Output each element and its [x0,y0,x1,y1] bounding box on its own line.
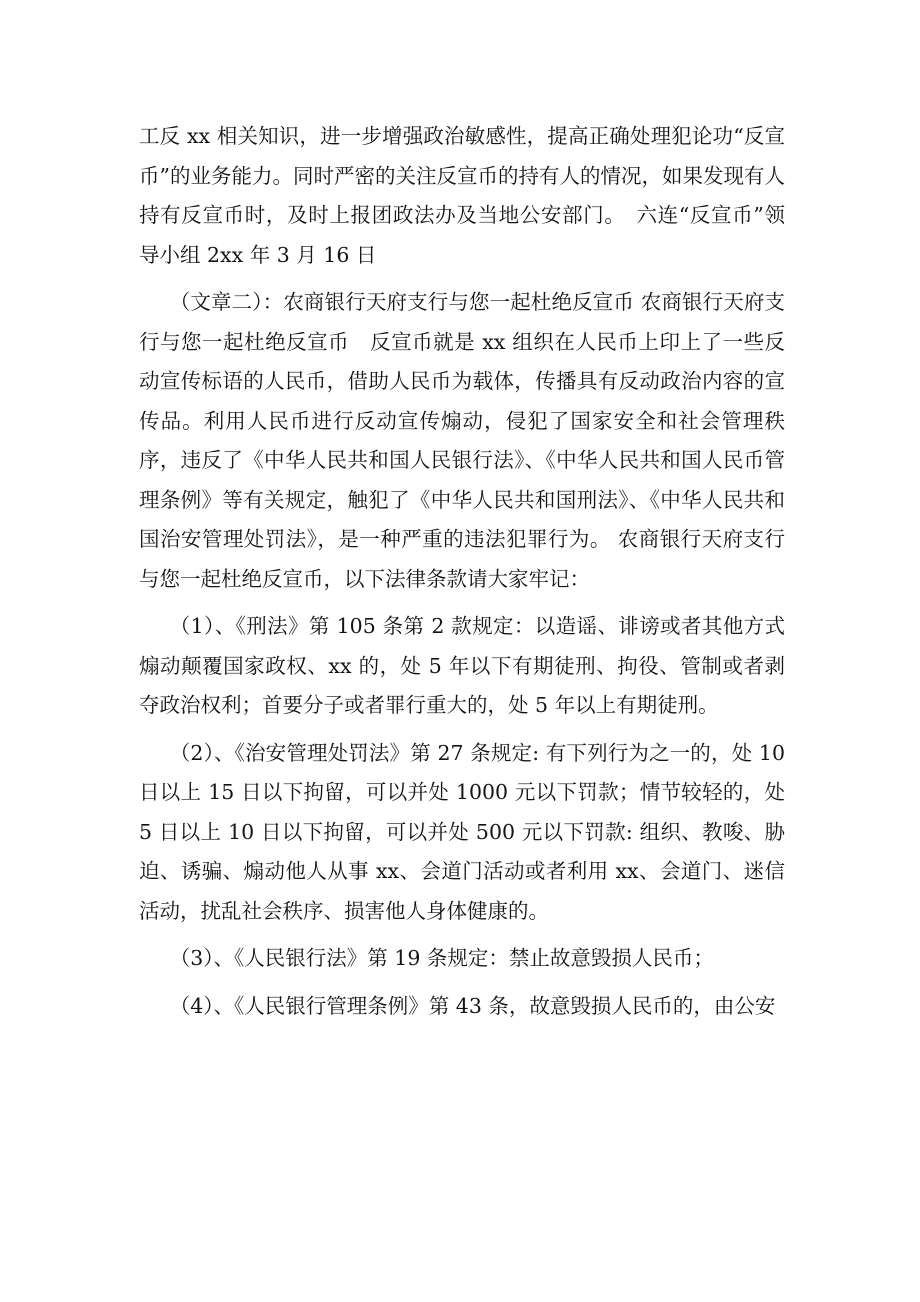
paragraph-clause-3: （3）、《人民银行法》第 19 条规定：禁止故意毁损人民币； [169,946,714,970]
paragraph-clause-4: （4）、《人民银行管理条例》第 43 条，故意毁损人民币的，由公安 [169,993,776,1018]
paragraph-continuation: 工反 xx 相关知识，进一步增强政治敏感性，提高正确处理犯论功“反宣币”的业务能力。同时严密的关注反宣币的持有人的情况，如果发现有人持有反宣币时，及时上报团政法办及当地公安部门。 六连“反宣币”领导小组 2xx 年 3 月 16 日 [139,124,785,267]
paragraph-article-two: （文章二）：农商银行天府支行与您一起杜绝反宣币 农商银行天府支行与您一起杜绝反宣币 反宣币就是 xx 组织在人民币上印上了一些反动宣传标语的人民币，借助人民币为载体，传播具有反动政治内容的宣传品。利用人民币进行反动宣传煽动，侵犯了国家安全和社会管理秩序，违反了《中华人民共和国人民银行法》、《中华人民共和国人民币管理条例》等有关规定，触犯了《中华人民共和国刑法》、《中华人民共和国治安管理处罚法》，是一种严重的违法犯罪行为。 农商银行天府支行与您一起杜绝反宣币，以下法律条款请大家牢记： [139,290,785,591]
paragraph-clause-1: （1）、《刑法》第 105 条第 2 款规定：以造谣、诽谤或者其他方式煽动颠覆国家政权、xx 的，处 5 年以下有期徒刑、拘役、管制或者剥夺政治权利；首要分子或者罪行重大的，处 5 年以上有期徒刑。 [139,614,785,717]
document-body [139,117,785,1034]
paragraph-clause-2: （2）、《治安管理处罚法》第 27 条规定: 有下列行为之一的，处 10 日以上 15 日以下拘留，可以并处 1000 元以下罚款；情节较轻的，处 5 日以上 10 日以下拘留，可以并处 500 元以下罚款: 组织、教唆、胁迫、诱骗、煽动他人从事 xx、会道门活动或者利用 xx、会道门、迷信活动，扰乱社会秩序、损害他人身体健康的。 [139,740,785,923]
